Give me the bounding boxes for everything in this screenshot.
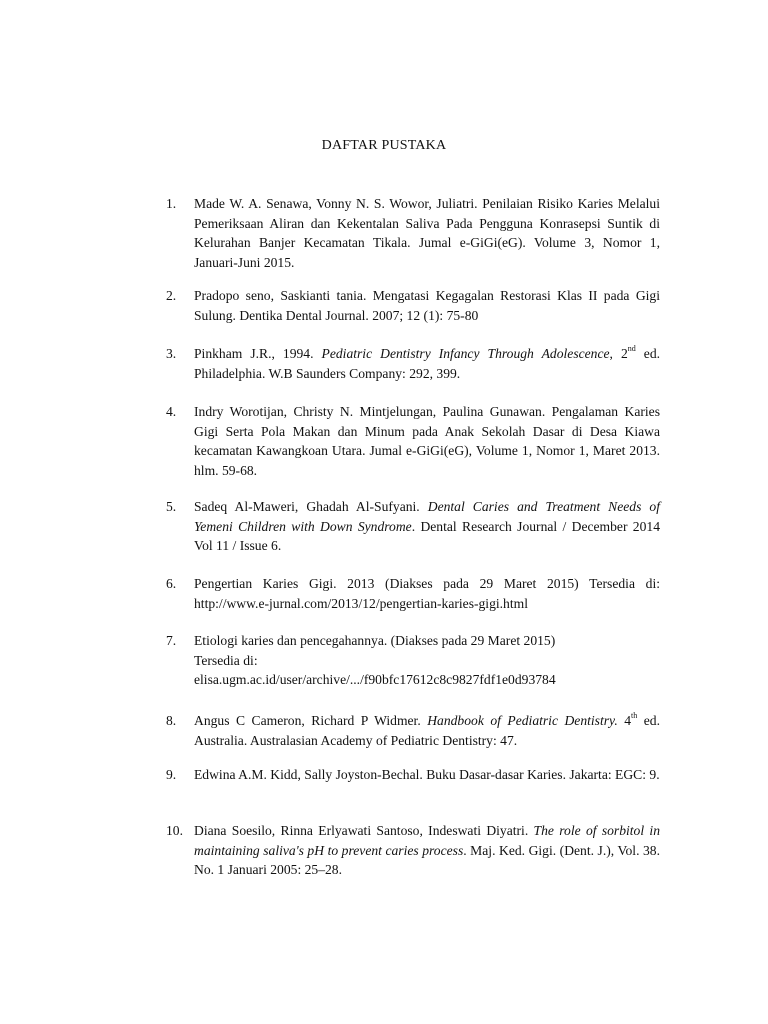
- reference-item: [166, 344, 660, 383]
- reference-title-italic: Handbook of Pediatric Dentistry.: [427, 713, 618, 728]
- reference-number: 4.: [166, 404, 177, 419]
- reference-number: 9.: [166, 767, 177, 782]
- reference-segment: . Maj. Ked. Gigi. (Dent. J.), Vol. 38. No. 1 Januari 2005: 25–28.: [194, 842, 660, 877]
- reference-text: [194, 574, 660, 613]
- reference-segment: Indry Worotijan, Christy N. Mintjelungan, Paulina Gunawan. Pengalaman Karies Gigi Serta Pola Makan dan Minum pada Anak Sekolah Dasar di Desa Kiawa kecamatan Kawangkoan Utara. Jumal e-GiGi(eG), Volume 1, Nomor 1, Maret 2013. hlm. 59-68.: [194, 404, 660, 478]
- reference-segment: Sadeq Al-Maweri, Ghadah Al-Sufyani.: [194, 499, 428, 514]
- reference-line: Tersedia di:: [194, 652, 258, 668]
- reference-line: elisa.ugm.ac.id/user/archive/.../f90bfc17612c8c9827fdf1e0d93784: [194, 672, 556, 687]
- reference-segment: Pradopo seno, Saskianti tania. Mengatasi Kegagalan Restorasi Klas II pada Gigi Sulung. Dentika Dental Journal. 2007; 12 (1): 75-80: [194, 288, 660, 323]
- reference-text: [194, 402, 660, 480]
- reference-segment: Diana Soesilo, Rinna Erlyawati Santoso, Indeswati Diyatri.: [194, 823, 534, 838]
- reference-segment: . Dental Research Journal / December 2014 Vol 11 / Issue 6.: [194, 518, 660, 553]
- reference-number: 8.: [166, 713, 177, 728]
- page-title: DAFTAR PUSTAKA: [321, 138, 447, 153]
- reference-text: [194, 711, 660, 750]
- reference-item: [166, 631, 660, 690]
- reference-text: [194, 765, 660, 785]
- reference-segment: Pengertian Karies Gigi. 2013 (Diakses pada 29 Maret 2015) Tersedia di: http://www.e-jurnal.com/2013/12/pengertian-karies-gigi.html: [194, 576, 660, 611]
- reference-segment: ed. Philadelphia. W.B Saunders Company: 292, 399.: [194, 346, 661, 381]
- reference-item: [166, 711, 660, 750]
- reference-item: [166, 402, 660, 480]
- reference-item: [166, 821, 660, 880]
- reference-segment: Edwina A.M. Kidd, Sally Joyston-Bechal. Buku Dasar-dasar Karies. Jakarta: EGC: 9.: [194, 767, 660, 782]
- reference-line: Etiologi karies dan pencegahannya. (Diakses pada 29 Maret 2015): [194, 633, 556, 648]
- reference-number: 6.: [166, 576, 177, 591]
- reference-segment: 4: [617, 713, 632, 728]
- reference-item: [166, 765, 660, 785]
- reference-item: [166, 194, 660, 272]
- reference-number: 5.: [166, 499, 177, 514]
- reference-text: [194, 286, 660, 325]
- reference-number: 10.: [166, 823, 183, 838]
- reference-segment: nd: [627, 344, 636, 354]
- reference-title-italic: Pediatric Dentistry Infancy Through Adolescence: [321, 346, 610, 361]
- reference-text: [194, 497, 660, 556]
- reference-title-italic: Dental Caries and Treatment Needs of Yemeni Children with Down Syndrome: [194, 499, 660, 534]
- reference-segment: , 2: [609, 346, 628, 361]
- reference-item: [166, 574, 660, 613]
- reference-segment: th: [631, 711, 638, 721]
- reference-text: [194, 821, 660, 880]
- reference-segment: Angus C Cameron, Richard P Widmer.: [194, 713, 428, 728]
- reference-item: [166, 497, 660, 556]
- reference-number: 7.: [166, 633, 177, 648]
- reference-number: 2.: [166, 288, 177, 303]
- reference-segment: Made W. A. Senawa, Vonny N. S. Wowor, Juliatri. Penilaian Risiko Karies Melalui Pemeriksaan Aliran dan Kekentalan Saliva Pada Pengguna Konrasepsi Suntik di Kelurahan Banjer Kecamatan Tikala. Jumal e-GiGi(eG). Volume 3, Nomor 1, Januari-Juni 2015.: [194, 196, 660, 270]
- reference-text: [194, 344, 660, 383]
- reference-item: [166, 286, 660, 325]
- reference-number: 1.: [166, 196, 177, 211]
- reference-segment: Pinkham J.R., 1994.: [194, 346, 322, 361]
- reference-text: [194, 194, 660, 272]
- reference-number: 3.: [166, 346, 177, 361]
- reference-text: [194, 631, 660, 690]
- reference-segment: ed. Australia. Australasian Academy of Pediatric Dentistry: 47.: [194, 713, 660, 748]
- reference-title-italic: The role of sorbitol in maintaining saliva's pH to prevent caries process: [194, 823, 660, 858]
